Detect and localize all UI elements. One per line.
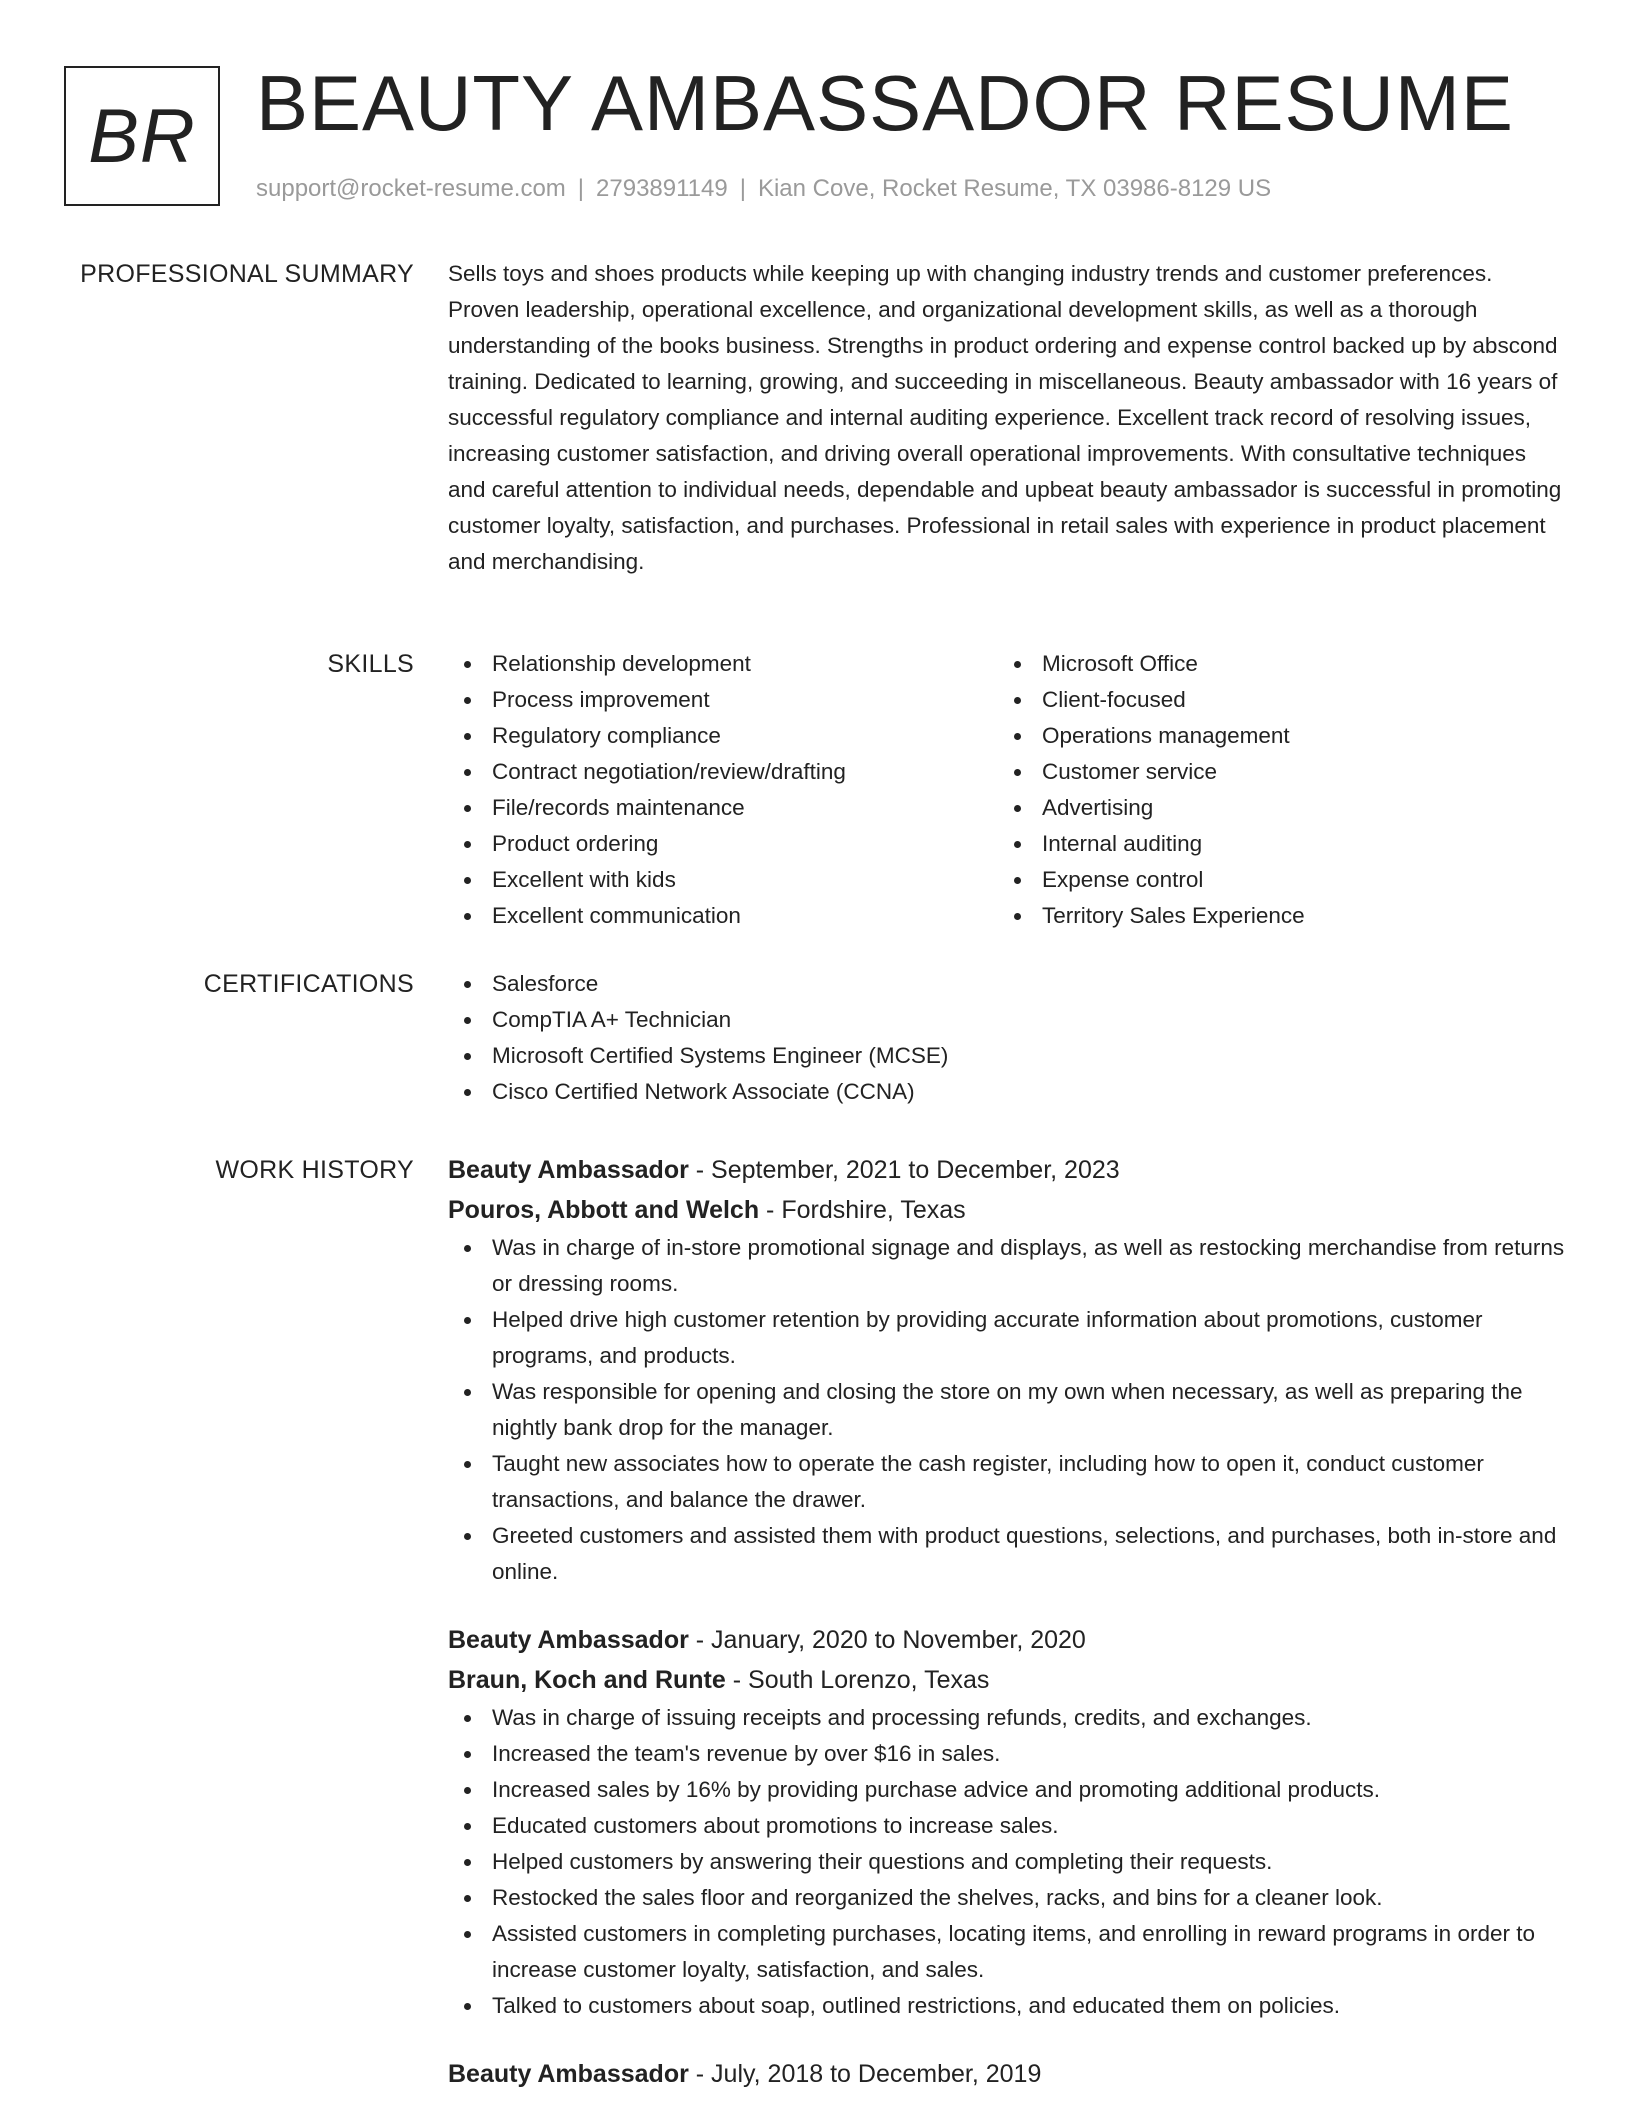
skills-body	[448, 646, 1568, 934]
monogram-logo: BR	[64, 66, 220, 206]
list-item: Was in charge of issuing receipts and processing refunds, credits, and exchanges.	[448, 1700, 1568, 1736]
job-title: Beauty Ambassador	[448, 1626, 689, 1654]
page-title: BEAUTY AMBASSADOR RESUME	[256, 59, 1514, 147]
list-item: Contract negotiation/review/drafting	[448, 754, 998, 790]
list-item: File/records maintenance	[448, 790, 998, 826]
job-title: Beauty Ambassador	[448, 2060, 689, 2088]
list-item: Customer service	[998, 754, 1548, 790]
list-item: Assisted customers in completing purchases, locating items, and enrolling in reward programs in order to increase customer loyalty, satisfaction, and sales.	[448, 1916, 1568, 1988]
job-entry	[448, 2054, 1568, 2094]
section-heading-skills: SKILLS	[327, 650, 414, 678]
list-item: Relationship development	[448, 646, 998, 682]
summary-text: Sells toys and shoes products while keeping up with changing industry trends and customer preferences. Proven leadership, operational excellence, and organizational development skills, as well as a thorough understanding of the books business. Strengths in product ordering and expense control backed up by abscond training. Dedicated to learning, growing, and succeeding in miscellaneous. Beauty ambassador with 16 years of successful regulatory compliance and internal auditing experience. Excellent track record of resolving issues, increasing customer satisfaction, and driving overall operational improvements. With consultative techniques and careful attention to individual needs, dependable and upbeat beauty ambassador is successful in promoting customer loyalty, satisfaction, and purchases. Professional in retail sales with experience in product placement and merchandising.	[448, 261, 1562, 574]
list-item: Process improvement	[448, 682, 998, 718]
job-company: Braun, Koch and Runte	[448, 1666, 726, 1694]
contact-email: support@rocket-resume.com	[256, 175, 566, 202]
list-item: Regulatory compliance	[448, 718, 998, 754]
contact-phone: 2793891149	[596, 175, 728, 202]
section-heading-certifications: CERTIFICATIONS	[203, 970, 414, 998]
summary-body	[448, 256, 1568, 580]
contact-address: Kian Cove, Rocket Resume, TX 03986-8129 US	[757, 175, 1272, 202]
job-bullet-list	[448, 1700, 1568, 2024]
list-item: Increased sales by 16% by providing purchase advice and promoting additional products.	[448, 1772, 1568, 1808]
list-item: Talked to customers about soap, outlined restrictions, and educated them on policies.	[448, 1988, 1568, 2024]
job-entry	[448, 1150, 1568, 1590]
job-company: Pouros, Abbott and Welch	[448, 1196, 760, 1224]
skills-list-right	[998, 646, 1548, 934]
list-item: Operations management	[998, 718, 1548, 754]
list-item: Cisco Certified Network Associate (CCNA)	[448, 1074, 1568, 1110]
list-item: Was responsible for opening and closing the store on my own when necessary, as well as preparing the nightly bank drop for the manager.	[448, 1374, 1568, 1446]
certifications-list	[448, 966, 1568, 1110]
contact-separator: |	[739, 175, 746, 202]
job-company-line	[448, 1190, 1568, 1230]
job-bullet-list	[448, 1230, 1568, 1590]
job-title: Beauty Ambassador	[448, 1156, 689, 1184]
list-item: Increased the team's revenue by over $16 in sales.	[448, 1736, 1568, 1772]
work-history-body	[448, 1150, 1568, 2112]
list-item: Excellent with kids	[448, 862, 998, 898]
list-item: CompTIA A+ Technician	[448, 1002, 1568, 1038]
job-dates: - September, 2021 to December, 2023	[688, 1156, 1120, 1184]
list-item: Microsoft Certified Systems Engineer (MCSE)	[448, 1038, 1568, 1074]
list-item: Salesforce	[448, 966, 1568, 1002]
list-item: Taught new associates how to operate the cash register, including how to open it, conduct customer transactions, and balance the drawer.	[448, 1446, 1568, 1518]
skills-list-left	[448, 646, 998, 934]
section-heading-work-history: WORK HISTORY	[215, 1156, 414, 1184]
contact-line	[256, 172, 1271, 206]
list-item: Expense control	[998, 862, 1548, 898]
list-item: Territory Sales Experience	[998, 898, 1548, 934]
job-company-line	[448, 1660, 1568, 1700]
job-dates: - January, 2020 to November, 2020	[688, 1626, 1086, 1654]
list-item: Restocked the sales floor and reorganized the shelves, racks, and bins for a cleaner look.	[448, 1880, 1568, 1916]
list-item: Client-focused	[998, 682, 1548, 718]
list-item: Helped drive high customer retention by providing accurate information about promotions, customer programs, and products.	[448, 1302, 1568, 1374]
job-title-line	[448, 2054, 1568, 2094]
job-location: - Fordshire, Texas	[759, 1196, 966, 1224]
job-dates: - July, 2018 to December, 2019	[688, 2060, 1042, 2088]
certifications-body	[448, 966, 1568, 1110]
job-title-line	[448, 1150, 1568, 1190]
list-item: Microsoft Office	[998, 646, 1548, 682]
list-item: Excellent communication	[448, 898, 998, 934]
section-heading-summary: PROFESSIONAL SUMMARY	[80, 260, 414, 288]
contact-separator: |	[577, 175, 585, 202]
list-item: Advertising	[998, 790, 1548, 826]
list-item: Helped customers by answering their questions and completing their requests.	[448, 1844, 1568, 1880]
list-item: Was in charge of in-store promotional signage and displays, as well as restocking merchandise from returns or dressing rooms.	[448, 1230, 1568, 1302]
job-location: - South Lorenzo, Texas	[725, 1666, 990, 1694]
job-entry	[448, 1620, 1568, 2024]
job-title-line	[448, 1620, 1568, 1660]
list-item: Product ordering	[448, 826, 998, 862]
list-item: Internal auditing	[998, 826, 1548, 862]
list-item: Educated customers about promotions to increase sales.	[448, 1808, 1568, 1844]
list-item: Greeted customers and assisted them with product questions, selections, and purchases, both in-store and online.	[448, 1518, 1568, 1590]
